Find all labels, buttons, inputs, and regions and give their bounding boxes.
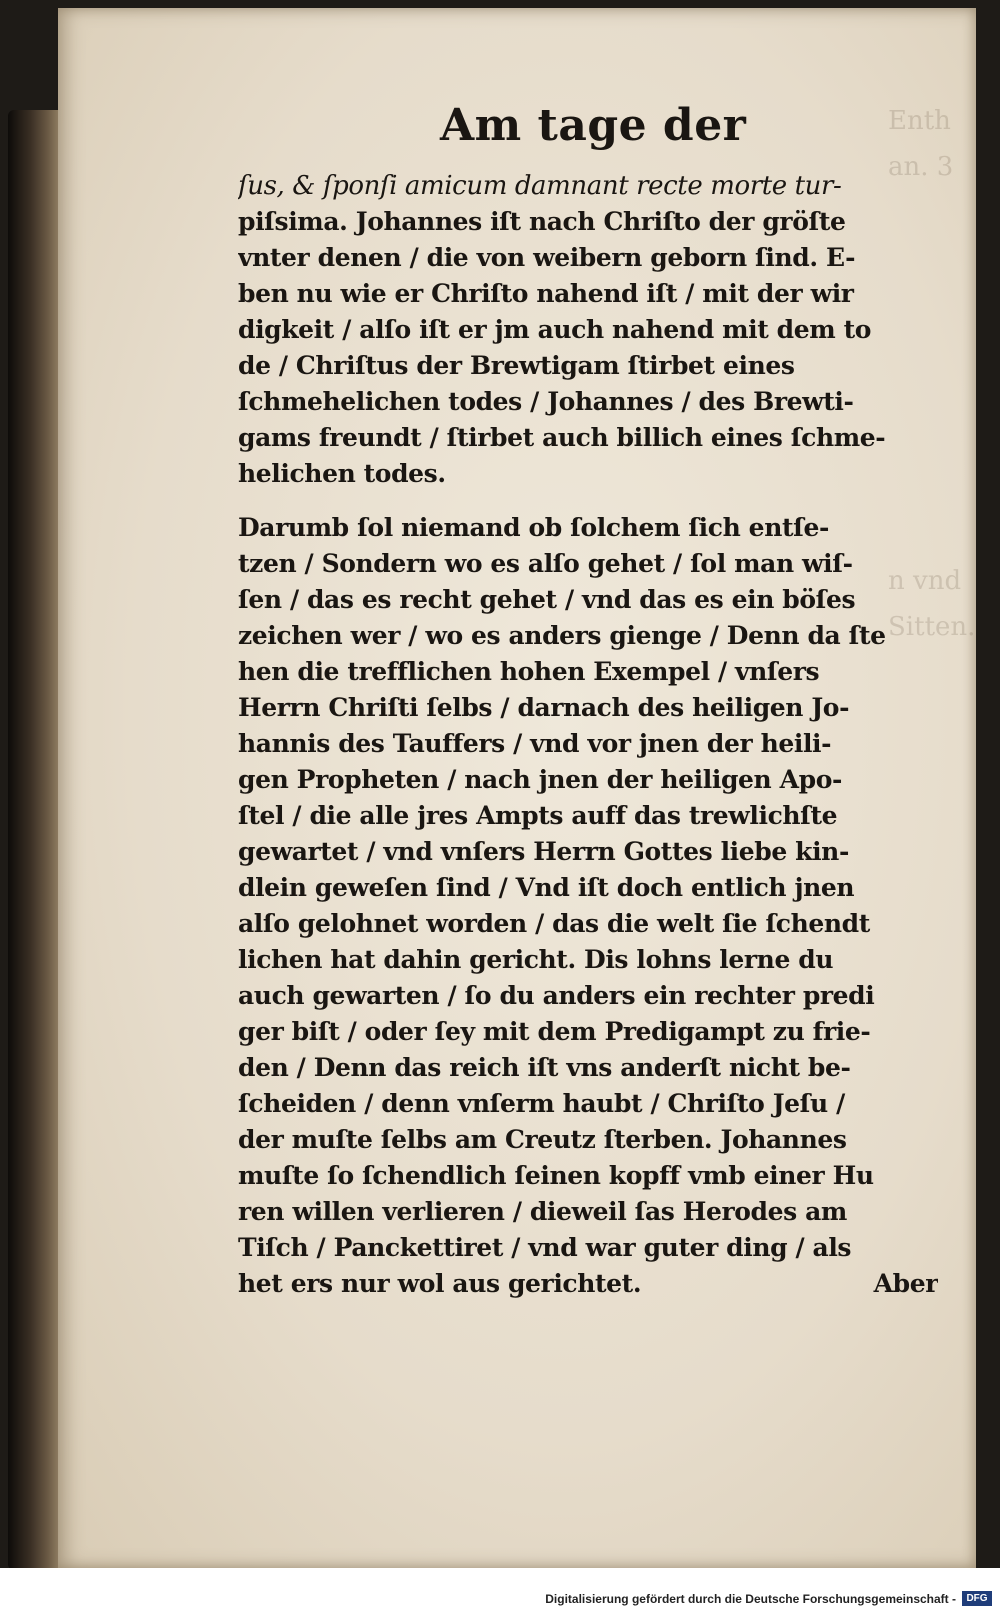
text-line: ſcheiden / denn vnſerm haubt / Chriſto Jeſu / <box>238 1089 845 1118</box>
text-line: muſte ſo ſchendlich ſeinen kopff vmb einer Hu <box>238 1161 874 1190</box>
text-line: piſsima. Johannes iſt nach Chriſto der gröſte <box>238 207 846 236</box>
text-line: ſen / das es recht gehet / vnd das es ein böſes <box>238 585 856 614</box>
running-head: Am tage der <box>440 100 747 151</box>
bleed-through-text: Enth an. 3 n vnd Sitten. <box>888 106 976 642</box>
digitization-footer <box>0 1568 1000 1614</box>
text-line: gen Propheten / nach jnen der heiligen Apo- <box>238 765 842 794</box>
text-line: zeichen wer / wo es anders gienge / Denn da ſte <box>238 621 886 650</box>
text-line: helichen todes. <box>238 459 446 488</box>
text-line: Tiſch / Panckettiret / vnd war guter ding / als <box>238 1233 852 1262</box>
text-line: de / Chriſtus der Brewtigam ſtirbet eines <box>238 351 795 380</box>
text-line: der muſte ſelbs am Creutz ſterben. Johannes <box>238 1125 847 1154</box>
text-line: ren willen verlieren / dieweil ſas Herodes am <box>238 1197 847 1226</box>
text-line: vnter denen / die von weibern geborn ſind. E- <box>238 243 856 272</box>
text-line: gewartet / vnd vnſers Herrn Gottes liebe kin- <box>238 837 849 866</box>
text-line: alſo gelohnet worden / das die welt ſie ſchendt <box>238 909 870 938</box>
text-line: ger biſt / oder ſey mit dem Predigampt zu frie- <box>238 1017 871 1046</box>
last-line-text: het ers nur wol aus gerichtet. <box>238 1269 642 1298</box>
text-block <box>238 168 938 1302</box>
text-line: ben nu wie er Chriſto nahend iſt / mit der wir <box>238 279 854 308</box>
text-line: ſus, & ſponſi amicum damnant recte morte tur- <box>238 171 842 201</box>
paragraph-gap <box>238 492 938 510</box>
text-line: lichen hat dahin gericht. Dis lohns lerne du <box>238 945 834 974</box>
text-line: ſtel / die alle jres Ampts auff das trewlichſte <box>238 801 838 830</box>
last-line <box>238 1266 938 1302</box>
dfg-logo: DFG <box>962 1591 992 1606</box>
text-line: Herrn Chriſti ſelbs / darnach des heiligen Jo- <box>238 693 850 722</box>
text-line: digkeit / alſo iſt er jm auch nahend mit dem to <box>238 315 872 344</box>
text-line: auch gewarten / ſo du anders ein rechter predi <box>238 981 875 1010</box>
text-line: Darumb ſol niemand ob ſolchem ſich entſe- <box>238 513 829 542</box>
book-spine-edge <box>8 110 58 1570</box>
text-line: gams freundt / ſtirbet auch billich eines ſchme- <box>238 423 886 452</box>
text-line: dlein geweſen ſind / Vnd iſt doch entlich jnen <box>238 873 855 902</box>
funding-credit: Digitalisierung gefördert durch die Deutsche Forschungsgemeinschaft - <box>545 1592 956 1606</box>
text-line: den / Denn das reich iſt vns anderſt nicht be- <box>238 1053 851 1082</box>
catchword: Aber <box>873 1269 938 1298</box>
text-line: hen die trefflichen hohen Exempel / vnſers <box>238 657 820 686</box>
paragraph-2 <box>238 510 938 1266</box>
text-line: ſchmehelichen todes / Johannes / des Brewti- <box>238 387 854 416</box>
paragraph-1 <box>238 168 938 492</box>
text-line: tzen / Sondern wo es alſo gehet / ſol man wiſ- <box>238 549 853 578</box>
text-line: hannis des Tauffers / vnd vor jnen der heili- <box>238 729 832 758</box>
